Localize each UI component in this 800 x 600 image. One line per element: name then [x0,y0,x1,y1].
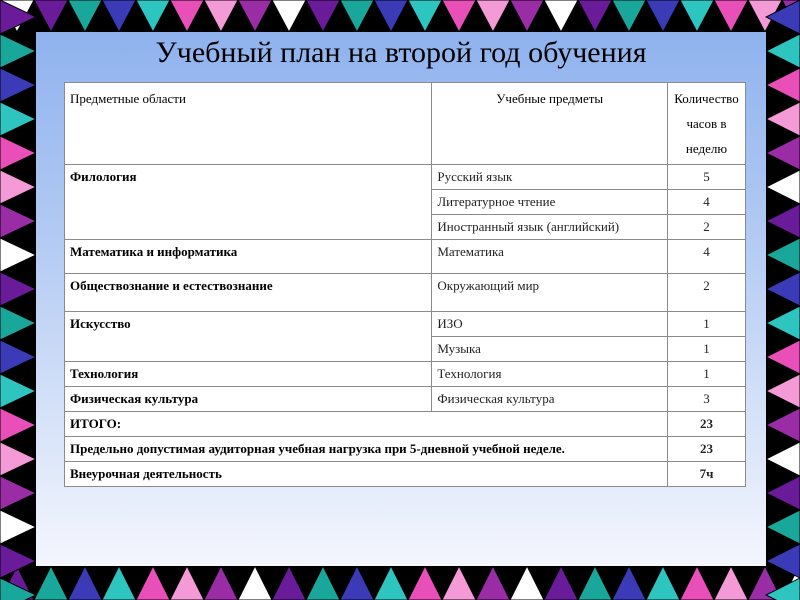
header-subjects: Учебные предметы [432,83,668,165]
table-row [65,274,746,312]
subject-cell: Технология [432,362,668,387]
header-subject-areas: Предметные области [65,83,432,165]
hours-cell: 2 [667,215,745,240]
table-row [65,312,746,337]
table-row [65,387,746,412]
total-row [65,412,746,437]
subject-cell: Окружающий мир [432,274,668,312]
total-value: 23 [667,412,745,437]
max-load-label: Предельно допустимая аудиторная учебная нагрузка при 5-дневной учебной неделе. [65,437,668,462]
total-label: ИТОГО: [65,412,668,437]
subject-cell: Русский язык [432,165,668,190]
area-cell: Технология [65,362,432,387]
header-row [65,83,746,165]
extracurricular-row [65,462,746,487]
hours-cell: 2 [667,274,745,312]
hours-cell: 3 [667,387,745,412]
subject-cell: Литературное чтение [432,190,668,215]
table-row [65,240,746,274]
area-cell: Обществознание и естествознание [65,274,432,312]
extracurricular-value: 7ч [667,462,745,487]
subject-cell: ИЗО [432,312,668,337]
max-load-value: 23 [667,437,745,462]
subject-cell: Музыка [432,337,668,362]
area-cell: Филология [65,165,432,240]
hours-cell: 5 [667,165,745,190]
table-row [65,362,746,387]
hours-cell: 1 [667,337,745,362]
area-cell: Искусство [65,312,432,362]
header-hours-per-week: Количество часов в неделю [667,83,745,165]
extracurricular-label: Внеурочная деятельность [65,462,668,487]
area-cell: Математика и информатика [65,240,432,274]
area-cell: Физическая культура [65,387,432,412]
table-row [65,165,746,190]
slide [36,32,766,566]
subject-cell: Математика [432,240,668,274]
curriculum-table [64,82,746,487]
hours-cell: 4 [667,190,745,215]
hours-cell: 1 [667,362,745,387]
hours-cell: 1 [667,312,745,337]
max-load-row [65,437,746,462]
page-title: Учебный план на второй год обучения [155,36,647,69]
hours-cell: 4 [667,240,745,274]
subject-cell: Иностранный язык (английский) [432,215,668,240]
subject-cell: Физическая культура [432,387,668,412]
